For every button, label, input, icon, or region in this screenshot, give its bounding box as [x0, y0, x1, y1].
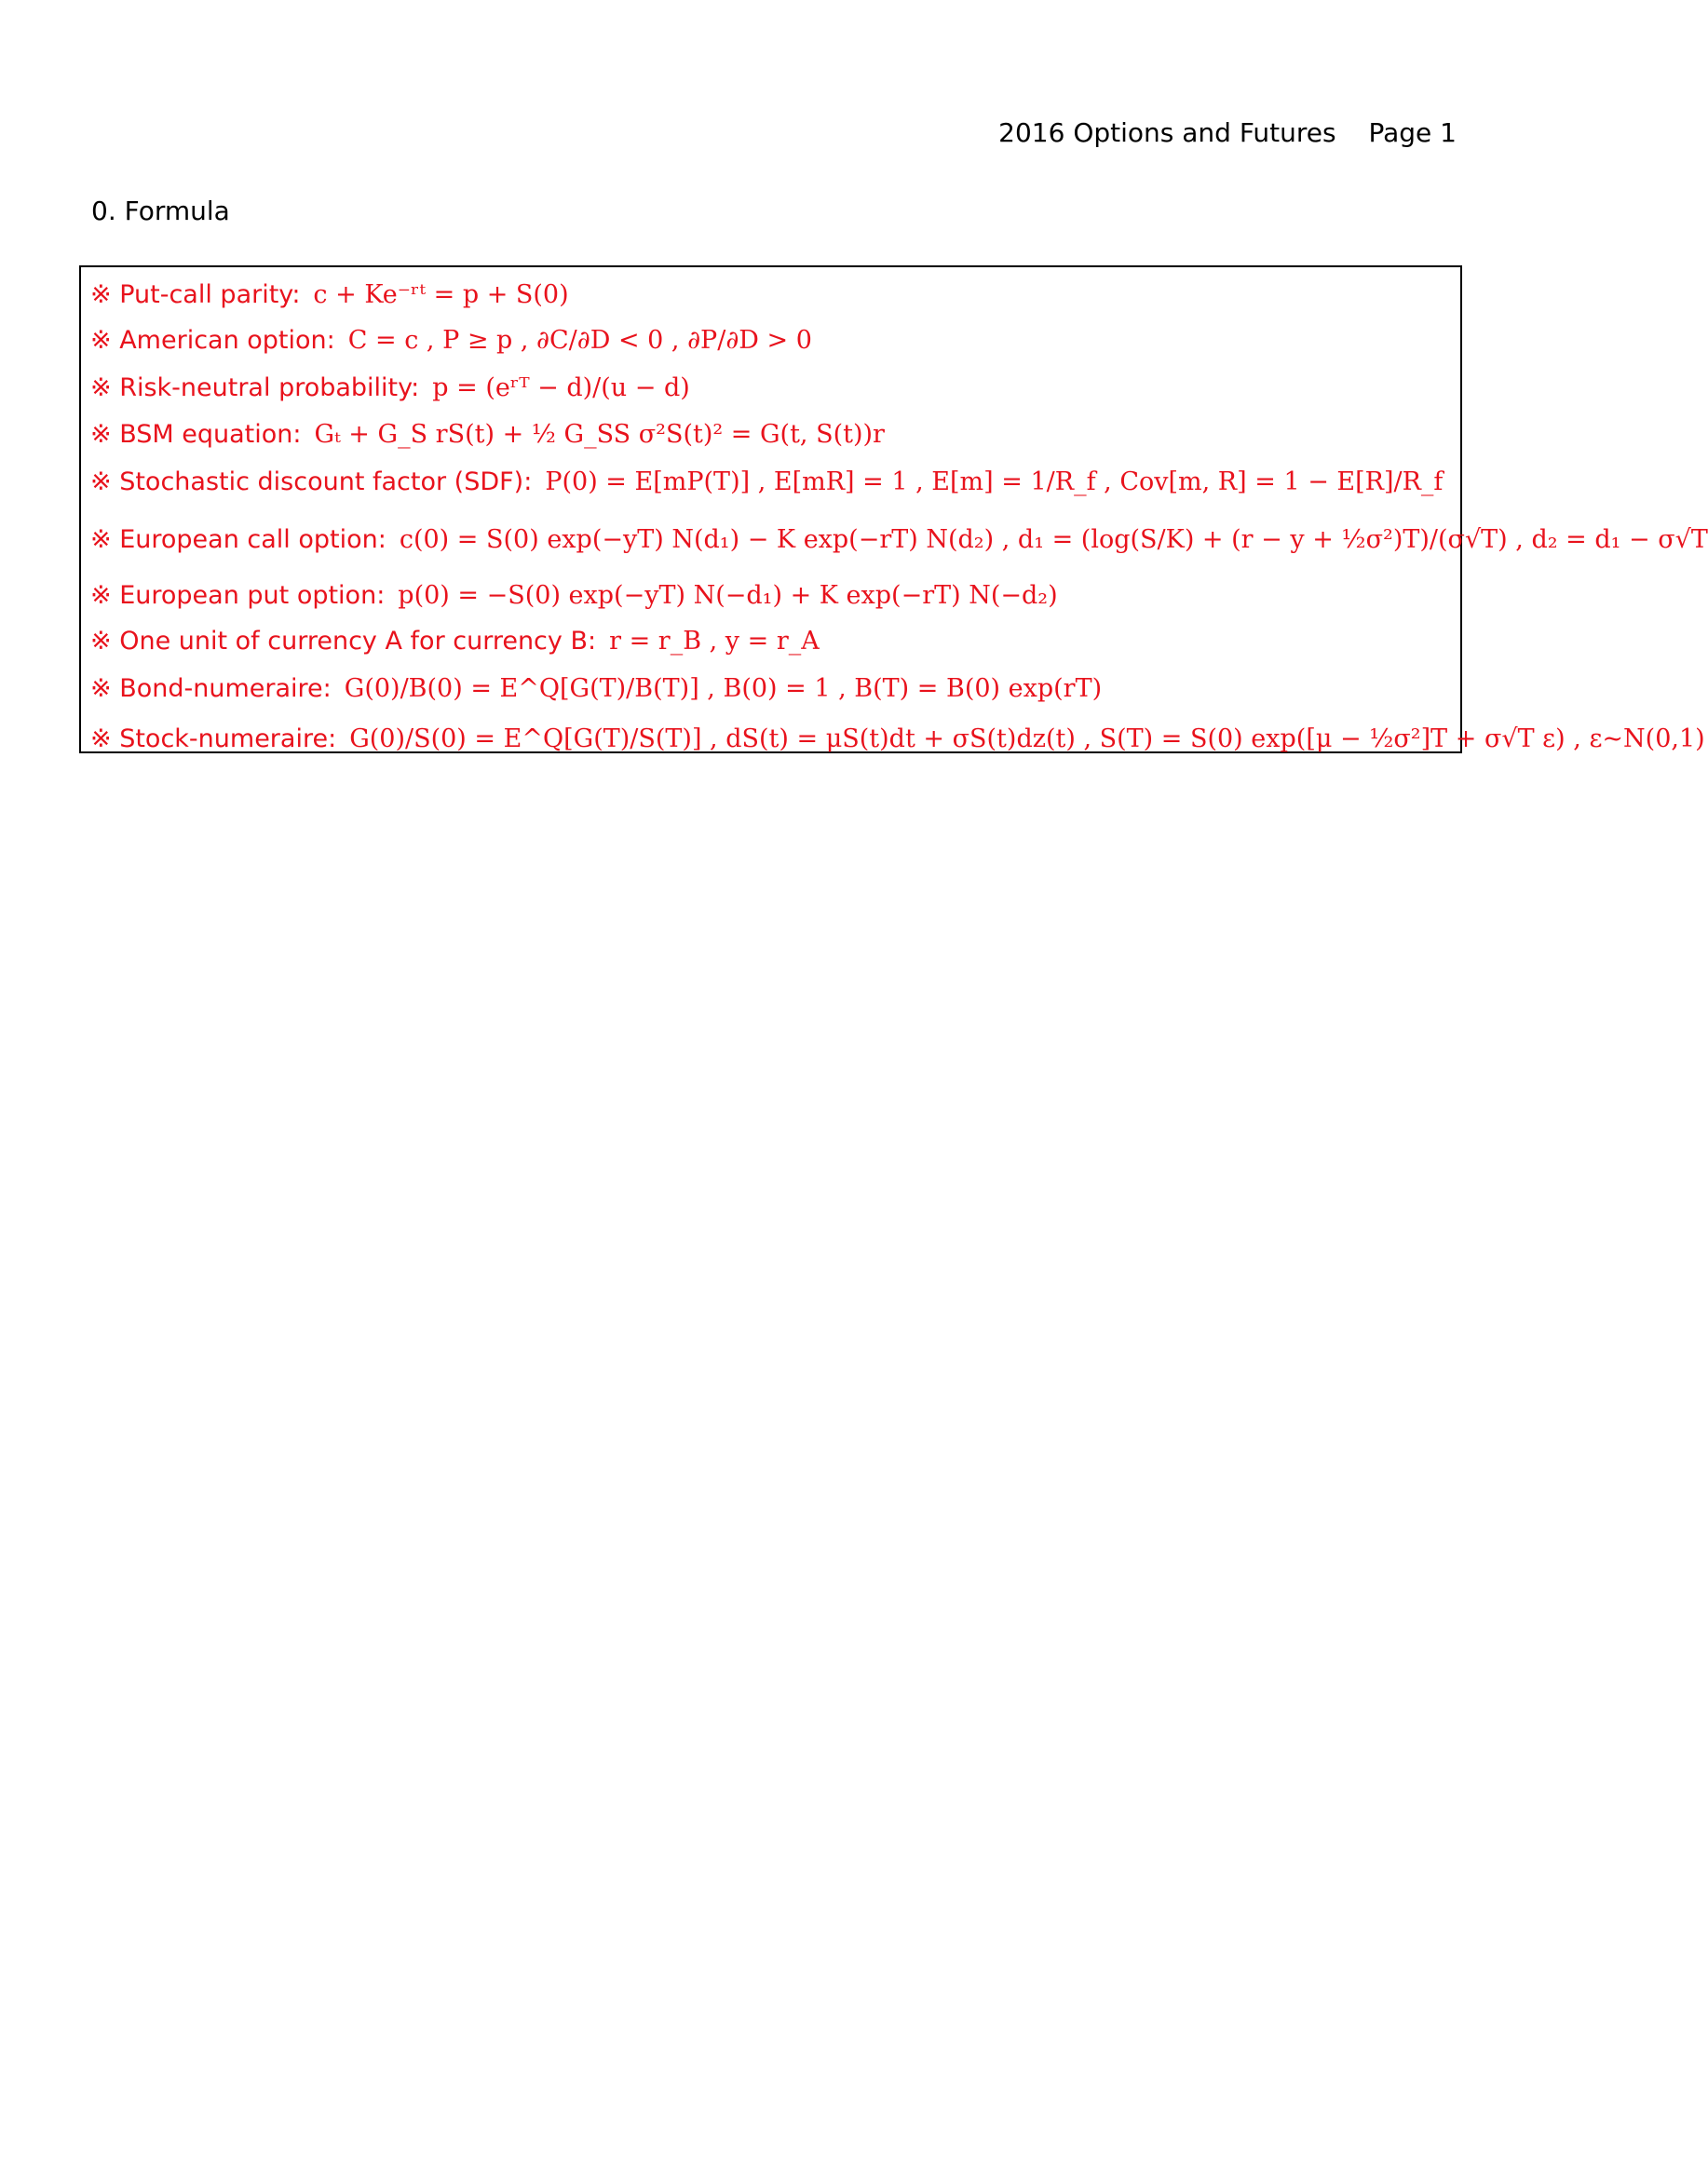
formula-expression: p(0) = −S(0) exp(−yT) N(−d₁) + K exp(−rT) N(−d₂) [398, 580, 1058, 610]
formula-row-american-option [90, 316, 1460, 364]
page-header [998, 117, 1457, 148]
formula-row-european-put [90, 573, 1460, 617]
formula-expression: G(0)/B(0) = E^Q[G(T)/B(T)] , B(0) = 1 , B(T) = B(0) exp(rT) [344, 673, 1103, 703]
formula-row-sdf [90, 457, 1460, 506]
formula-label: ※ BSM equation: [90, 419, 302, 449]
formula-expression: c(0) = S(0) exp(−yT) N(d₁) − K exp(−rT) N(d₂) , d₁ = (log(S/K) + (r − y + ½σ²)T)/(σ√T) , d₂ = d₁ − σ√T [399, 524, 1708, 554]
formula-label: ※ European call option: [90, 524, 386, 554]
formula-label: ※ Put-call parity: [90, 279, 301, 309]
section-title: 0. Formula [91, 196, 230, 226]
formula-row-european-call [90, 506, 1708, 573]
formula-expression: G(0)/S(0) = E^Q[G(T)/S(T)] , dS(t) = μS(t)dt + σS(t)dz(t) , S(T) = S(0) exp([μ − ½σ²]T + σ√T ε) , ε~N(0,1) [349, 724, 1705, 753]
formula-expression: Gₜ + G_S rS(t) + ½ G_SS σ²S(t)² = G(t, S(t))r [314, 419, 885, 449]
formula-label: ※ American option: [90, 325, 335, 355]
formula-label: ※ Bond-numeraire: [90, 673, 332, 703]
formula-row-put-call-parity [90, 273, 1460, 316]
formula-row-bsm-equation [90, 411, 1460, 457]
formula-row-bond-numeraire [90, 664, 1460, 712]
formula-row-currency [90, 617, 1460, 664]
formula-row-risk-neutral-probability [90, 364, 1460, 411]
formula-label: ※ European put option: [90, 580, 386, 610]
document-title: 2016 Options and Futures [998, 117, 1336, 148]
formula-box [79, 265, 1708, 753]
formula-row-stock-numeraire [90, 712, 1705, 764]
formula-expression: p = (eʳᵀ − d)/(u − d) [432, 372, 690, 402]
formula-expression: P(0) = E[mP(T)] , E[mR] = 1 , E[m] = 1/R_f , Cov[m, R] = 1 − E[R]/R_f [545, 467, 1444, 496]
formula-expression: r = r_B , y = r_A [609, 626, 820, 656]
formula-label: ※ Stock-numeraire: [90, 724, 337, 753]
formula-label: ※ Stochastic discount factor (SDF): [90, 467, 533, 496]
formula-expression: C = c , P ≥ p , ∂C/∂D < 0 , ∂P/∂D > 0 [347, 325, 812, 355]
formula-label: ※ One unit of currency A for currency B: [90, 626, 597, 656]
formula-expression: c + Ke⁻ʳᵗ = p + S(0) [313, 279, 569, 309]
page-number: Page 1 [1368, 117, 1457, 148]
formula-label: ※ Risk-neutral probability: [90, 372, 420, 402]
